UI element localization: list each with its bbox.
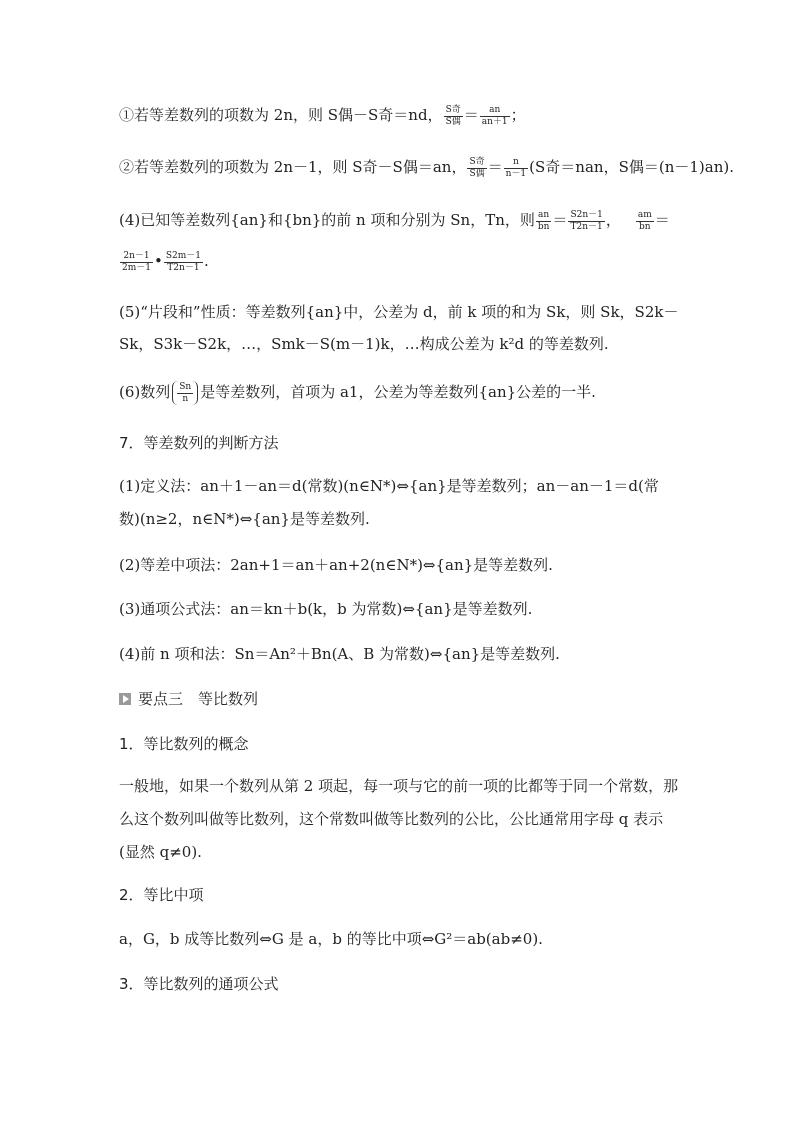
method-sum: (4)前 n 项和法：Sn＝An²＋Bn(A、B 为常数)⇔{an}是等差数列. [119, 645, 560, 663]
play-triangle-icon [119, 693, 131, 705]
section-heading-3: 3．等比数列的通项公式 [119, 975, 279, 993]
property-4-line: (4)已知等差数列{an}和{bn}的前 n 项和分别为 Sn，Tn，则 $\frac{an}{bn}$ ＝ $\frac{S2n-1}{T2n-1}$ ， $\frac{am}{bn}$ ＝ [119, 209, 670, 232]
property-5-line-cont: Sk，S3k－S2k，…，Smk－S(m－1)k，…构成公差为 k²d 的等差数列. [119, 335, 609, 353]
section-heading-2: 2．等比中项 [119, 886, 204, 904]
fraction: $\frac{an}{bn}$ [537, 209, 550, 232]
method-definition: (1)定义法：an＋1－an＝d(常数)(n∈N*)⇔{an}是等差数列；an－an－1＝d(常数)(n≥2，n∈N*)⇔{an}是等差数列. [119, 477, 659, 528]
method-middle-term: (2)等差中项法：2an+1＝an＋an+2(n∈N*)⇔{an}是等差数列. [119, 556, 553, 574]
fraction: $\frac{n}{n-1}$ [505, 156, 527, 179]
property-5-line: (5)“片段和”性质：等差数列{an}中，公差为 d，前 k 项的和为 Sk，则 Sk，S2k－ [119, 303, 679, 321]
key-point-heading: 要点三 等比数列 [119, 688, 679, 710]
fraction: $\frac{S2n-1}{T2n-1}$ [570, 209, 603, 232]
brace-fraction: $\frac{Sn}{n}$ [172, 381, 198, 405]
geometric-definition-paragraph: 一般地，如果一个数列从第 2 项起，每一项与它的前一项的比都等于同一个常数，那么这个数列叫做等比数列，这个常数叫做等比数列的公比，公比通常用字母 q 表示(显然 q≠0). [119, 777, 679, 861]
fraction: $\frac{am}{bn}$ [637, 209, 652, 232]
fraction: $\frac{\text{S奇}}{\text{S偶}}$ [469, 156, 485, 179]
section-heading-7: 7．等差数列的判断方法 [119, 434, 279, 452]
property-line-1: ①若等差数列的项数为 2n，则 S偶－S奇＝nd， $\frac{\text{S奇}}{\text{S偶}}$ ＝ $\frac{an}{an+1}$ ； [119, 104, 526, 127]
method-general-term: (3)通项公式法：an＝kn＋b(k，b 为常数)⇔{an}是等差数列. [119, 600, 533, 618]
fraction: $\frac{2n-1}{2m-1}$ [122, 250, 151, 273]
property-6-line: (6)数列 $\frac{Sn}{n}$ 是等差数列，首项为 a1，公差为等差数列{an}公差的一半. [119, 381, 596, 404]
geometric-middle-term: a，G，b 成等比数列⇔G 是 a，b 的等比中项⇔G²＝ab(ab≠0). [119, 930, 543, 948]
fraction: $\frac{\text{S奇}}{\text{S偶}}$ [445, 104, 461, 127]
fraction: $\frac{an}{an+1}$ [481, 104, 508, 127]
section-heading-1: 1．等比数列的概念 [119, 735, 249, 753]
fraction: $\frac{S2m-1}{T2n-1}$ [165, 250, 202, 273]
property-4-line-cont: $\frac{2n-1}{2m-1}$ • $\frac{S2m-1}{T2n-1}$ . [122, 250, 209, 273]
property-line-2: ②若等差数列的项数为 2n－1，则 S奇－S偶＝an， $\frac{\text{S奇}}{\text{S偶}}$ ＝ $\frac{n}{n-1}$ (S奇＝nan，S偶＝(n－1)an). [119, 156, 734, 179]
